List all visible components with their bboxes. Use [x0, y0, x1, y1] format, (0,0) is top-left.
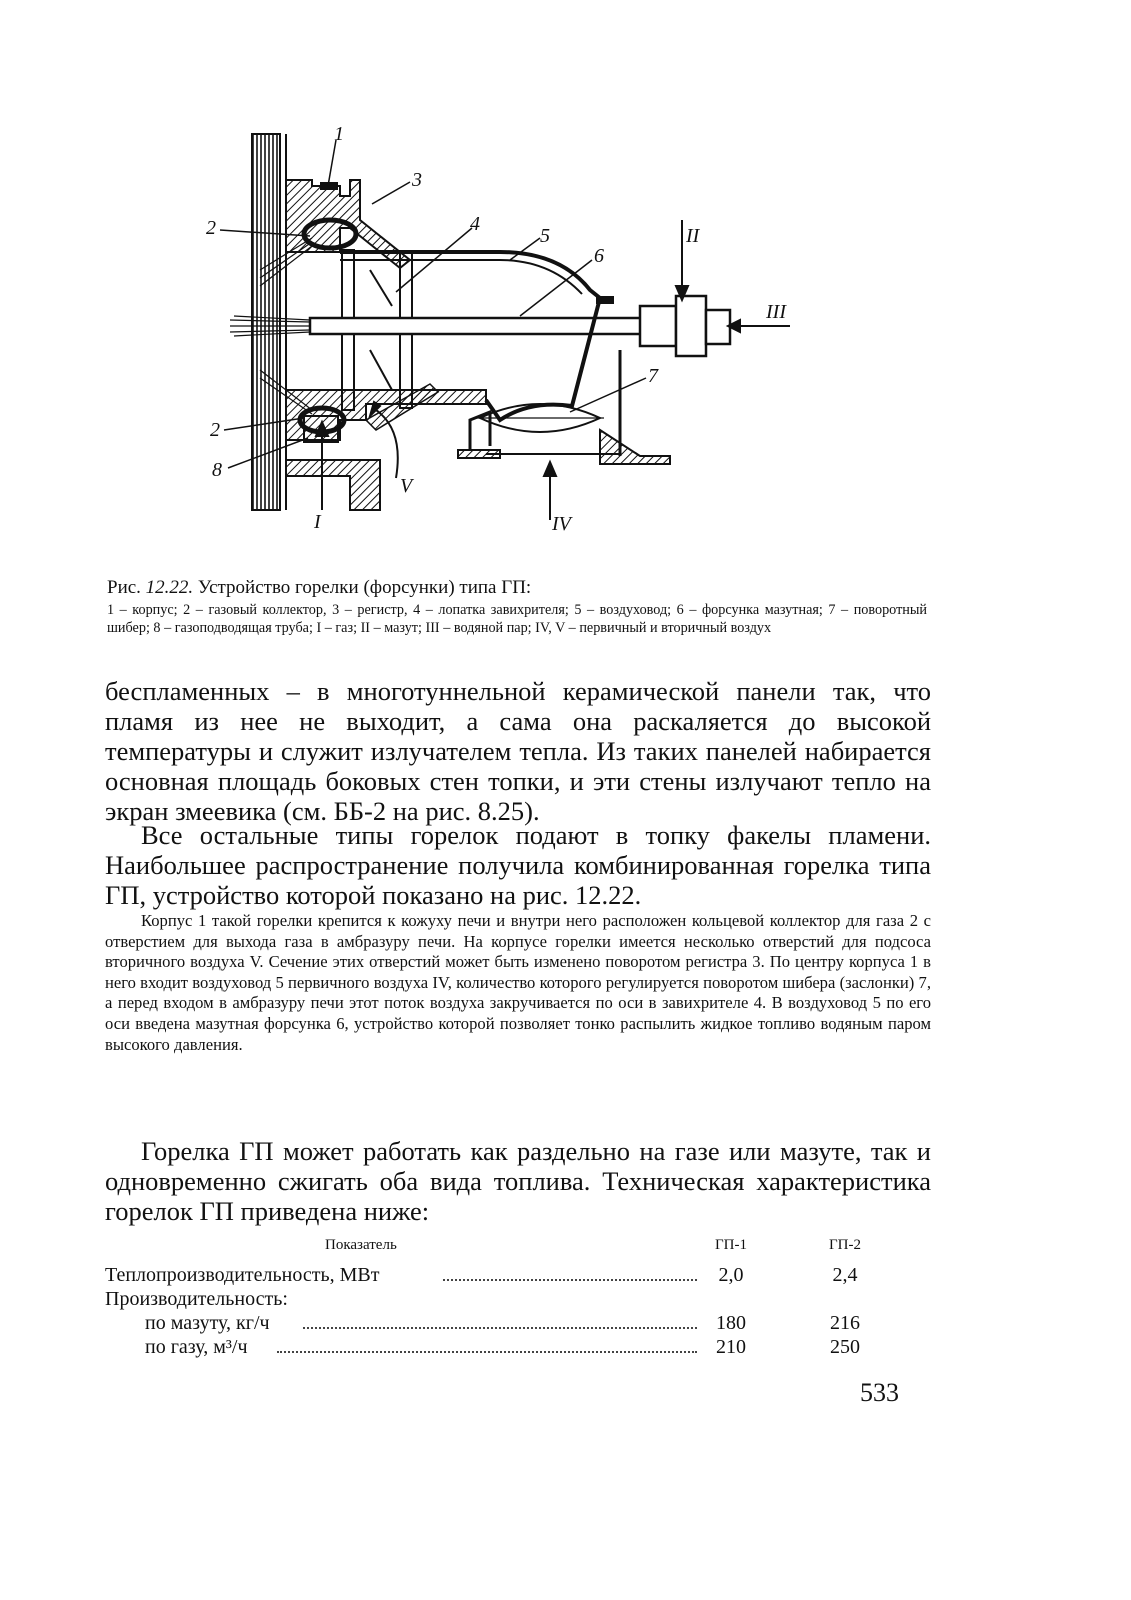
figure-caption	[107, 577, 927, 637]
caption-legend: 1 – корпус; 2 – газовый коллектор, 3 – регистр, 4 – лопатка завихрителя; 5 – воздуховод; 6 – форсунка мазутная; 7 – поворотный шибер; 8 – газоподводящая труба; I – газ; II – мазут; III – водяной пар; IV, V – первичный и вторичный воздух	[107, 602, 927, 636]
label-2a: 2	[206, 217, 216, 239]
label-1: 1	[334, 123, 344, 145]
row-value-gp2: 2,4	[832, 1264, 858, 1286]
paragraph-burner-description: Корпус 1 такой горелки крепится к кожуху печи и внутри него расположен кольцевой коллектор для газа 2 с отверстием для выхода газа в амбразуру печи. На корпусе горелки имеется несколько отверстий для подсоса вторичного воздуха V. Сечение этих отверстий может быть изменено поворотом регистра 3. По центру корпуса 1 в него входит воздуховод 5 первичного воздуха IV, количество которого регулируется поворотом шибера (заслонки) 7, а перед входом в амбразуру печи этот поток воздуха закручивается по оси в завихрителе 4. В воздуховод 5 по его оси введена мазутная форсунка 6, устройство которой позволяет тонко распылить жидкое топливо водяным паром высокого давления.	[105, 911, 931, 1054]
header-gp2: ГП-2	[829, 1237, 861, 1253]
label-4: 4	[470, 213, 480, 235]
row-value-gp1: 210	[716, 1336, 746, 1358]
label-gas: I	[314, 511, 321, 533]
label-steam: III	[766, 301, 786, 323]
header-gp1: ГП-1	[715, 1237, 747, 1253]
table-row	[105, 1263, 931, 1287]
burner-diagram	[200, 120, 820, 560]
spec-table	[105, 1237, 931, 1359]
leader-dots	[303, 1311, 697, 1329]
table-row	[105, 1287, 931, 1311]
row-value-gp1: 180	[716, 1312, 746, 1334]
table-row	[105, 1335, 931, 1359]
caption-prefix: Рис.	[107, 577, 141, 598]
page-number: 533	[860, 1378, 899, 1407]
label-secondary-air: V	[400, 475, 413, 497]
leader-dots	[443, 1263, 697, 1281]
spec-table-header	[105, 1237, 931, 1263]
label-2b: 2	[210, 419, 220, 441]
label-primary-air: IV	[552, 513, 571, 535]
label-3: 3	[412, 169, 422, 191]
table-row	[105, 1311, 931, 1335]
oil-burner-pipe	[310, 318, 650, 334]
label-7: 7	[648, 365, 658, 387]
label-5: 5	[540, 225, 550, 247]
label-8: 8	[212, 459, 222, 481]
leader-dots	[277, 1335, 697, 1353]
label-oil: II	[686, 225, 700, 247]
air-duct-top	[340, 252, 600, 298]
paragraph-flameless: беспламенных – в многотуннельной керамической панели так, что пламя из нее не выходит, а сама она раскаляется до высокой температуры и служит излучателем тепла. Из таких панелей набирается основная площадь боковых стен топки, и эти стены излучают тепло на экран змеевика (см. ББ-2 на рис. 8.25).	[105, 676, 931, 826]
caption-title-line	[107, 577, 927, 599]
caption-title: Устройство горелки (форсунки) типа ГП:	[197, 577, 532, 598]
row-value-gp2: 250	[830, 1336, 860, 1358]
swirler-blade	[370, 270, 392, 306]
row-label: Теплопроизводительность, МВт	[105, 1264, 380, 1286]
header-indicator: Показатель	[325, 1237, 397, 1253]
row-label: по мазуту, кг/ч	[145, 1312, 270, 1334]
label-6: 6	[594, 245, 604, 267]
burner-diagram-svg	[200, 120, 820, 560]
row-value-gp2: 216	[830, 1312, 860, 1334]
row-value-gp1: 2,0	[718, 1264, 744, 1286]
paragraph-burner-types: Все остальные типы горелок подают в топку факелы пламени. Наибольшее распространение получила комбинированная горелка типа ГП, устройство которой показано на рис. 12.22.	[105, 820, 931, 910]
row-label: Производительность:	[105, 1288, 288, 1310]
paragraph-specification-intro: Горелка ГП может работать как раздельно на газе или мазуте, так и одновременно сжигать оба вида топлива. Техническая характеристика горелок ГП приведена ниже:	[105, 1136, 931, 1226]
caption-number: 12.22.	[145, 577, 194, 598]
row-label: по газу, м³/ч	[145, 1336, 248, 1358]
